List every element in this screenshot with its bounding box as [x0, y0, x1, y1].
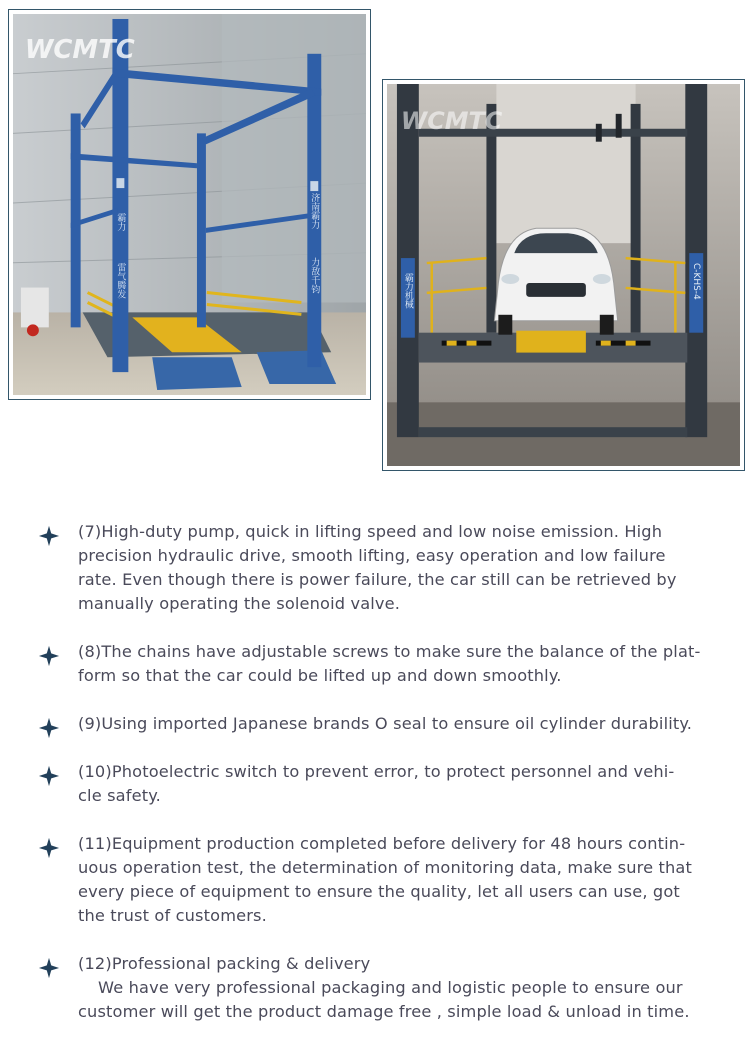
watermark-logo: WCMTC: [24, 34, 135, 65]
feature-line: precision hydraulic drive, smooth lifting, easy operation and low failure: [78, 546, 666, 565]
feature-line: manually operating the solenoid valve.: [78, 594, 401, 613]
feature-line: (9)Using imported Japanese brands O seal to ensure oil cylinder durability.: [78, 714, 693, 733]
star-icon: [38, 525, 60, 547]
feature-line: every piece of equipment to ensure the quality, let all users can use, got: [78, 882, 680, 901]
star-icon: [38, 645, 60, 667]
star-icon: [38, 765, 60, 787]
column-text-right: C-KHS-4: [691, 263, 702, 300]
feature-line: (10)Photoelectric switch to prevent error, to protect personnel and vehi-: [78, 762, 675, 781]
feature-list: [38, 520, 738, 1024]
star-icon: [38, 957, 60, 979]
column-text-left: 霸力机械: [402, 273, 413, 309]
column-text-3: 霸力: [115, 212, 126, 231]
feature-line: rate. Even though there is power failure, the car still can be retrieved by: [78, 570, 677, 589]
lift-photo-right: [382, 79, 745, 471]
star-icon: [38, 837, 60, 859]
feature-line: (7)High-duty pump, quick in lifting speed and low noise emission. High: [78, 522, 663, 541]
feature-item-7: [38, 520, 738, 616]
feature-item-9: [38, 712, 738, 736]
feature-line: We have very professional packaging and logistic people to ensure our: [98, 978, 683, 997]
watermark-logo: WCMTC: [400, 106, 503, 135]
column-text-1: 济南霸力: [309, 193, 320, 229]
feature-line: (8)The chains have adjustable screws to make sure the balance of the plat-: [78, 642, 701, 661]
car-lift-illustration: [387, 84, 740, 466]
feature-item-8: [38, 640, 738, 688]
feature-line: form so that the car could be lifted up and down smoothly.: [78, 666, 562, 685]
feature-item-11: [38, 832, 738, 928]
feature-line: uous operation test, the determination of monitoring data, make sure that: [78, 858, 692, 877]
lift-photo-left: [8, 9, 371, 400]
feature-line: (12)Professional packing & delivery: [78, 954, 371, 973]
feature-item-12: [38, 952, 738, 1024]
feature-line: the trust of customers.: [78, 906, 267, 925]
four-post-lift-illustration: [13, 14, 366, 395]
column-text-2: 力敌千钧: [309, 257, 320, 294]
feature-item-10: [38, 760, 738, 808]
feature-line: cle safety.: [78, 786, 161, 805]
column-text-4: 雷气腾发: [115, 262, 126, 299]
feature-line: customer will get the product damage free , simple load & unload in time.: [78, 1002, 690, 1021]
feature-line: (11)Equipment production completed before delivery for 48 hours contin-: [78, 834, 686, 853]
star-icon: [38, 717, 60, 739]
